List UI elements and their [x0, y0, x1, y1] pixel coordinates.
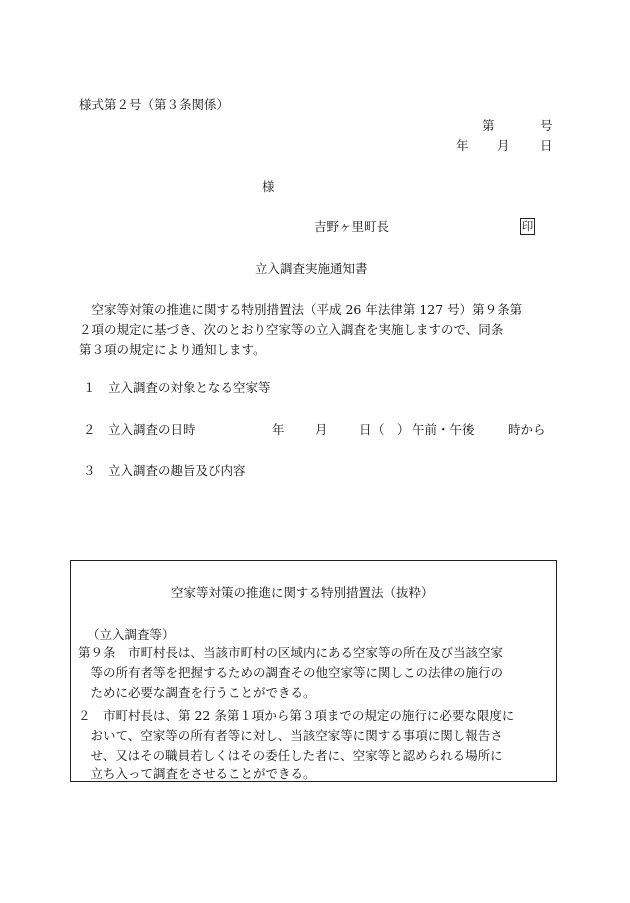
- number-dai: 第: [482, 118, 495, 133]
- item-number: ２: [83, 422, 96, 437]
- seal-stamp: [520, 218, 535, 235]
- form-label: 様式第２号（第３条関係）: [79, 97, 230, 112]
- item-number: ３: [83, 463, 96, 478]
- seal-char: 印: [521, 219, 534, 233]
- article-line: 第９条 市町村長は、当該市町村の区域内にある空家等の所在及び当該空家: [78, 645, 504, 660]
- datetime-day: 日: [359, 422, 372, 437]
- datetime-ampm: 午前・午後: [412, 422, 475, 437]
- excerpt-heading: （立入調査等）: [87, 627, 175, 642]
- item-number: １: [83, 380, 96, 395]
- document-title: 立入調査実施通知書: [255, 261, 368, 276]
- clause-line: 立ち入って調査をさせることができる。: [78, 766, 316, 781]
- item-label: 立入調査の対象となる空家等: [108, 380, 271, 395]
- article-line: ために必要な調査を行うことができる。: [78, 685, 316, 700]
- datetime-year: 年: [272, 422, 285, 437]
- clause-line: せ、又はその職員若しくはその委任した者に、空家等と認められる場所に: [78, 748, 503, 763]
- item-label: 立入調査の趣旨及び内容: [108, 463, 246, 478]
- datetime-weekday: （ ）: [372, 422, 410, 437]
- issuer-name: 吉野ヶ里町長: [314, 219, 390, 234]
- body-line: 第３項の規定により通知します。: [79, 342, 266, 357]
- date-year: 年: [456, 138, 469, 153]
- addressee-suffix: 様: [262, 179, 275, 194]
- clause-line: おいて、空家等の所有者等に対し、当該空家等に関する事項に関し報告さ: [78, 728, 503, 743]
- body-line: 空家等対策の推進に関する特別措置法（平成 26 年法律第 127 号）第９条第: [79, 302, 523, 317]
- date-month: 月: [497, 138, 510, 153]
- number-go: 号: [540, 118, 553, 133]
- datetime-month: 月: [315, 422, 328, 437]
- item-label: 立入調査の日時: [108, 422, 196, 437]
- clause-line: ２ 市町村長は、第 22 条第１項から第３項までの規定の施行に必要な限度に: [78, 708, 515, 723]
- datetime-hour: 時から: [508, 422, 546, 437]
- body-line: ２項の規定に基づき、次のとおり空家等の立入調査を実施しますので、同条: [79, 322, 504, 337]
- article-line: 等の所有者等を把握するための調査その他空家等に関しこの法律の施行の: [78, 665, 504, 680]
- date-day: 日: [540, 138, 553, 153]
- law-excerpt-box: [70, 560, 557, 782]
- excerpt-title: 空家等対策の推進に関する特別措置法（抜粋）: [171, 585, 434, 600]
